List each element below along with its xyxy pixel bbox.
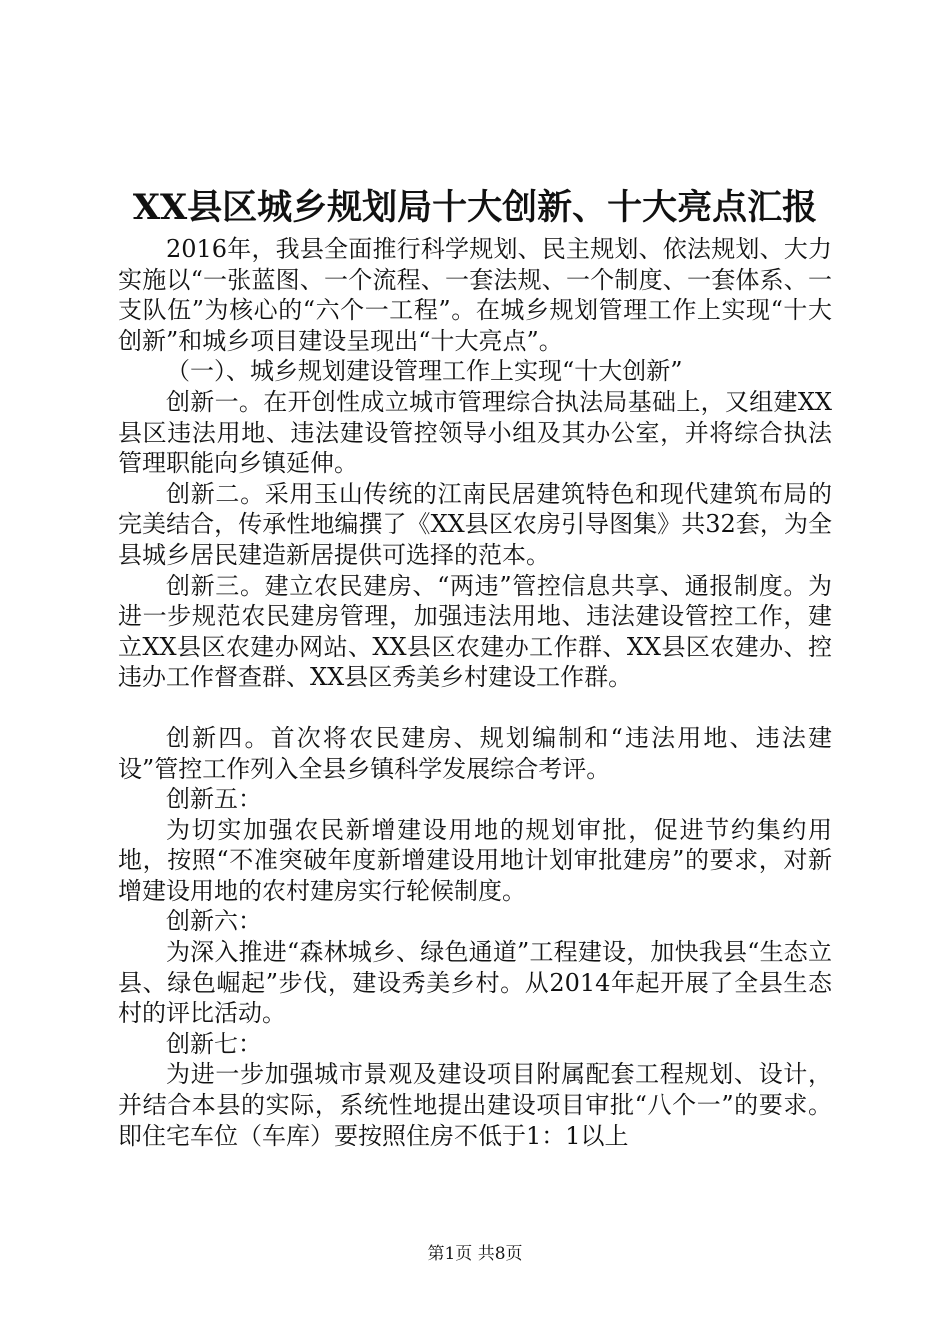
paragraph-innovation-5: 为切实加强农民新增建设用地的规划审批，促进节约集约用地，按照“不准突破年度新增建设用地计划审批建房”的要求，对新增建设用地的农村建房实行轮候制度。 [118,815,832,905]
document-title: XX县区城乡规划局十大创新、十大亮点汇报 [132,187,818,228]
paragraph-innovation-7: 为进一步加强城市景观及建设项目附属配套工程规划、设计，并结合本县的实际，系统性地提出建设项目审批“八个一”的要求。即住宅车位（车库）要按照住房不低于1：1以上 [118,1060,832,1150]
document-body [118,234,832,1151]
page-footer: 第1页 共8页 [427,1244,523,1264]
section-heading: （一）、城乡规划建设管理工作上实现“十大创新” [166,357,683,386]
paragraph-innovation-2: 创新二。采用玉山传统的江南民居建筑特色和现代建筑布局的完美结合，传承性地编撰了《XX县区农房引导图集》共32套，为全县城乡居民建造新居提供可选择的范本。 [118,479,832,569]
paragraph-innovation-6: 为深入推进“森林城乡、绿色通道”工程建设，加快我县“生态立县、绿色崛起”步伐，建设秀美乡村。从2014年起开展了全县生态村的评比活动。 [118,938,832,1028]
heading-innovation-5: 创新五： [166,785,262,814]
paragraph-innovation-1: 创新一。在开创性成立城市管理综合执法局基础上，又组建XX县区违法用地、违法建设管控领导小组及其办公室，并将综合执法管理职能向乡镇延伸。 [118,387,832,478]
paragraph-intro: 2016年，我县全面推行科学规划、民主规划、依法规划、大力实施以“一张蓝图、一个流程、一套法规、一个制度、一套体系、一支队伍”为核心的“六个一工程”。在城乡规划管理工作上实现“十大创新”和城乡项目建设呈现出“十大亮点”。 [118,235,832,355]
paragraph-innovation-3: 创新三。建立农民建房、“两违”管控信息共享、通报制度。为进一步规范农民建房管理，加强违法用地、违法建设管控工作，建立XX县区农建办网站、XX县区农建办工作群、XX县区农建办、控违办工作督查群、XX县区秀美乡村建设工作群。 [118,571,832,692]
paragraph-innovation-4: 创新四。首次将农民建房、规划编制和“违法用地、违法建设”管控工作列入全县乡镇科学发展综合考评。 [118,723,832,783]
heading-innovation-6: 创新六： [166,907,262,936]
heading-innovation-7: 创新七： [166,1029,262,1058]
